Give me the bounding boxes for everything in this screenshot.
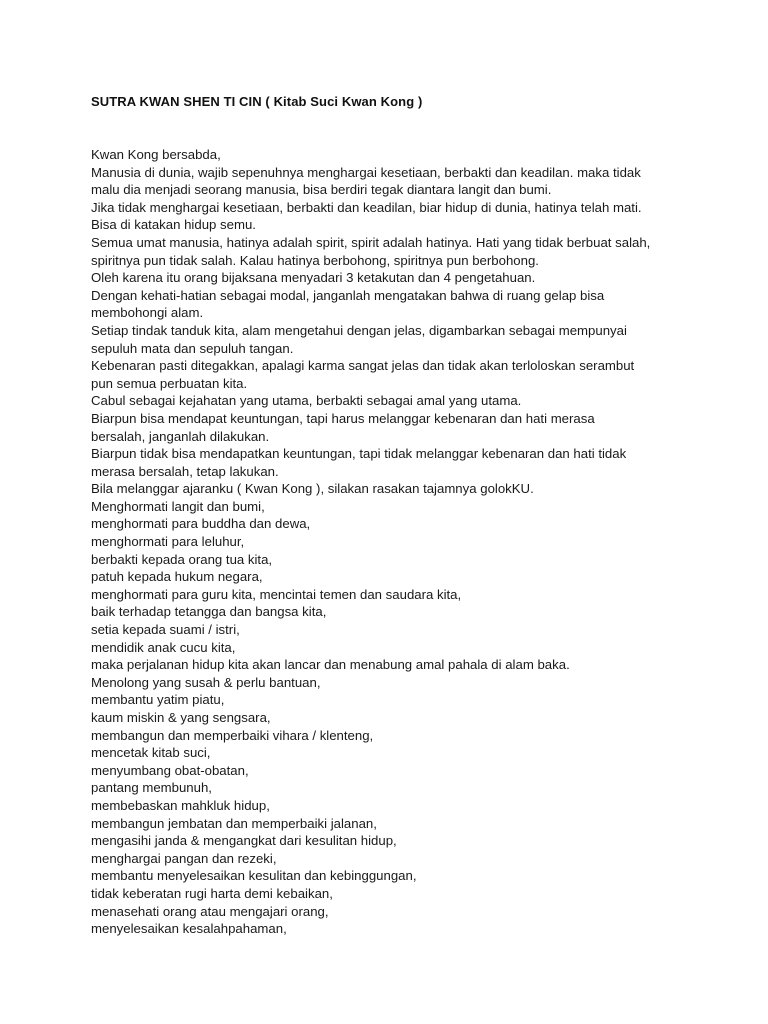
text-line: spiritnya pun tidak salah. Kalau hatinya berbohong, spiritnya pun berbohong. [91,252,539,268]
text-line: Menolong yang susah & perlu bantuan, [91,674,321,690]
text-line: menyelesaikan kesalahpahaman, [91,921,287,937]
text-line: mendidik anak cucu kita, [91,639,236,655]
text-line: bersalah, janganlah dilakukan. [91,428,270,444]
text-line: menghormati para buddha dan dewa, [91,516,311,532]
text-line: Biarpun bisa mendapat keuntungan, tapi harus melanggar kebenaran dan hati merasa [91,410,595,426]
text-line: Kebenaran pasti ditegakkan, apalagi karma sangat jelas dan tidak akan terloloskan serambut [91,358,635,374]
text-line: menghormati para leluhur, [91,534,245,550]
text-line: Semua umat manusia, hatinya adalah spirit, spirit adalah hatinya. Hati yang tidak berbuat salah, [91,234,651,250]
text-line: patuh kepada hukum negara, [91,569,263,585]
text-line: sepuluh mata dan sepuluh tangan. [91,340,294,356]
text-line: mengasihi janda & mengangkat dari kesulitan hidup, [91,833,397,849]
text-line: membantu yatim piatu, [91,692,225,708]
text-line: berbakti kepada orang tua kita, [91,551,273,567]
text-line: membangun dan memperbaiki vihara / klenteng, [91,727,374,743]
text-line: setia kepada suami / istri, [91,622,240,638]
text-line: menyumbang obat-obatan, [91,762,249,778]
document-title: SUTRA KWAN SHEN TI CIN ( Kitab Suci Kwan Kong ) [91,94,423,109]
text-line: Bisa di katakan hidup semu. [91,217,256,233]
text-line: Setiap tindak tanduk kita, alam mengetahui dengan jelas, digambarkan sebagai mempunyai [91,322,627,338]
text-line: maka perjalanan hidup kita akan lancar dan menabung amal pahala di alam baka. [91,657,570,673]
text-line: baik terhadap tetangga dan bangsa kita, [91,604,327,620]
text-line: Bila melanggar ajaranku ( Kwan Kong ), silakan rasakan tajamnya golokKU. [91,481,534,497]
text-line: membangun jembatan dan memperbaiki jalanan, [91,815,377,831]
text-line: Biarpun tidak bisa mendapatkan keuntungan, tapi tidak melanggar kebenaran dan hati tidak [91,446,627,462]
text-line: membebaskan mahkluk hidup, [91,797,270,813]
text-line: Manusia di dunia, wajib sepenuhnya menghargai kesetiaan, berbakti dan keadilan. maka tidak [91,164,641,180]
text-line: Jika tidak menghargai kesetiaan, berbakti dan keadilan, biar hidup di dunia, hatinya telah mati. [91,199,642,215]
text-line: membohongi alam. [91,305,204,321]
text-line: Menghormati langit dan bumi, [91,498,265,514]
text-line: merasa bersalah, tetap lakukan. [91,463,279,479]
text-line: pun semua perbuatan kita. [91,375,248,391]
text-line: Dengan kehati-hatian sebagai modal, janganlah mengatakan bahwa di ruang gelap bisa [91,287,605,303]
text-line: kaum miskin & yang sengsara, [91,710,271,725]
text-line: Kwan Kong bersabda, [91,147,221,162]
text-line: malu dia menjadi seorang manusia, bisa berdiri tegak diantara langit dan bumi. [91,182,552,198]
text-line: menasehati orang atau mengajari orang, [91,903,329,919]
text-line: menghormati para guru kita, mencintai temen dan saudara kita, [91,586,462,602]
text-line: menghargai pangan dan rezeki, [91,850,277,866]
text-line: mencetak kitab suci, [91,745,211,761]
text-line: tidak keberatan rugi harta demi kebaikan, [91,885,333,901]
text-line: Cabul sebagai kejahatan yang utama, berbakti sebagai amal yang utama. [91,393,522,409]
text-line: Oleh karena itu orang bijaksana menyadari 3 ketakutan dan 4 pengetahuan. [91,270,536,286]
text-line: membantu menyelesaikan kesulitan dan kebinggungan, [91,868,417,884]
document-body [91,146,691,938]
text-line: pantang membunuh, [91,780,212,796]
